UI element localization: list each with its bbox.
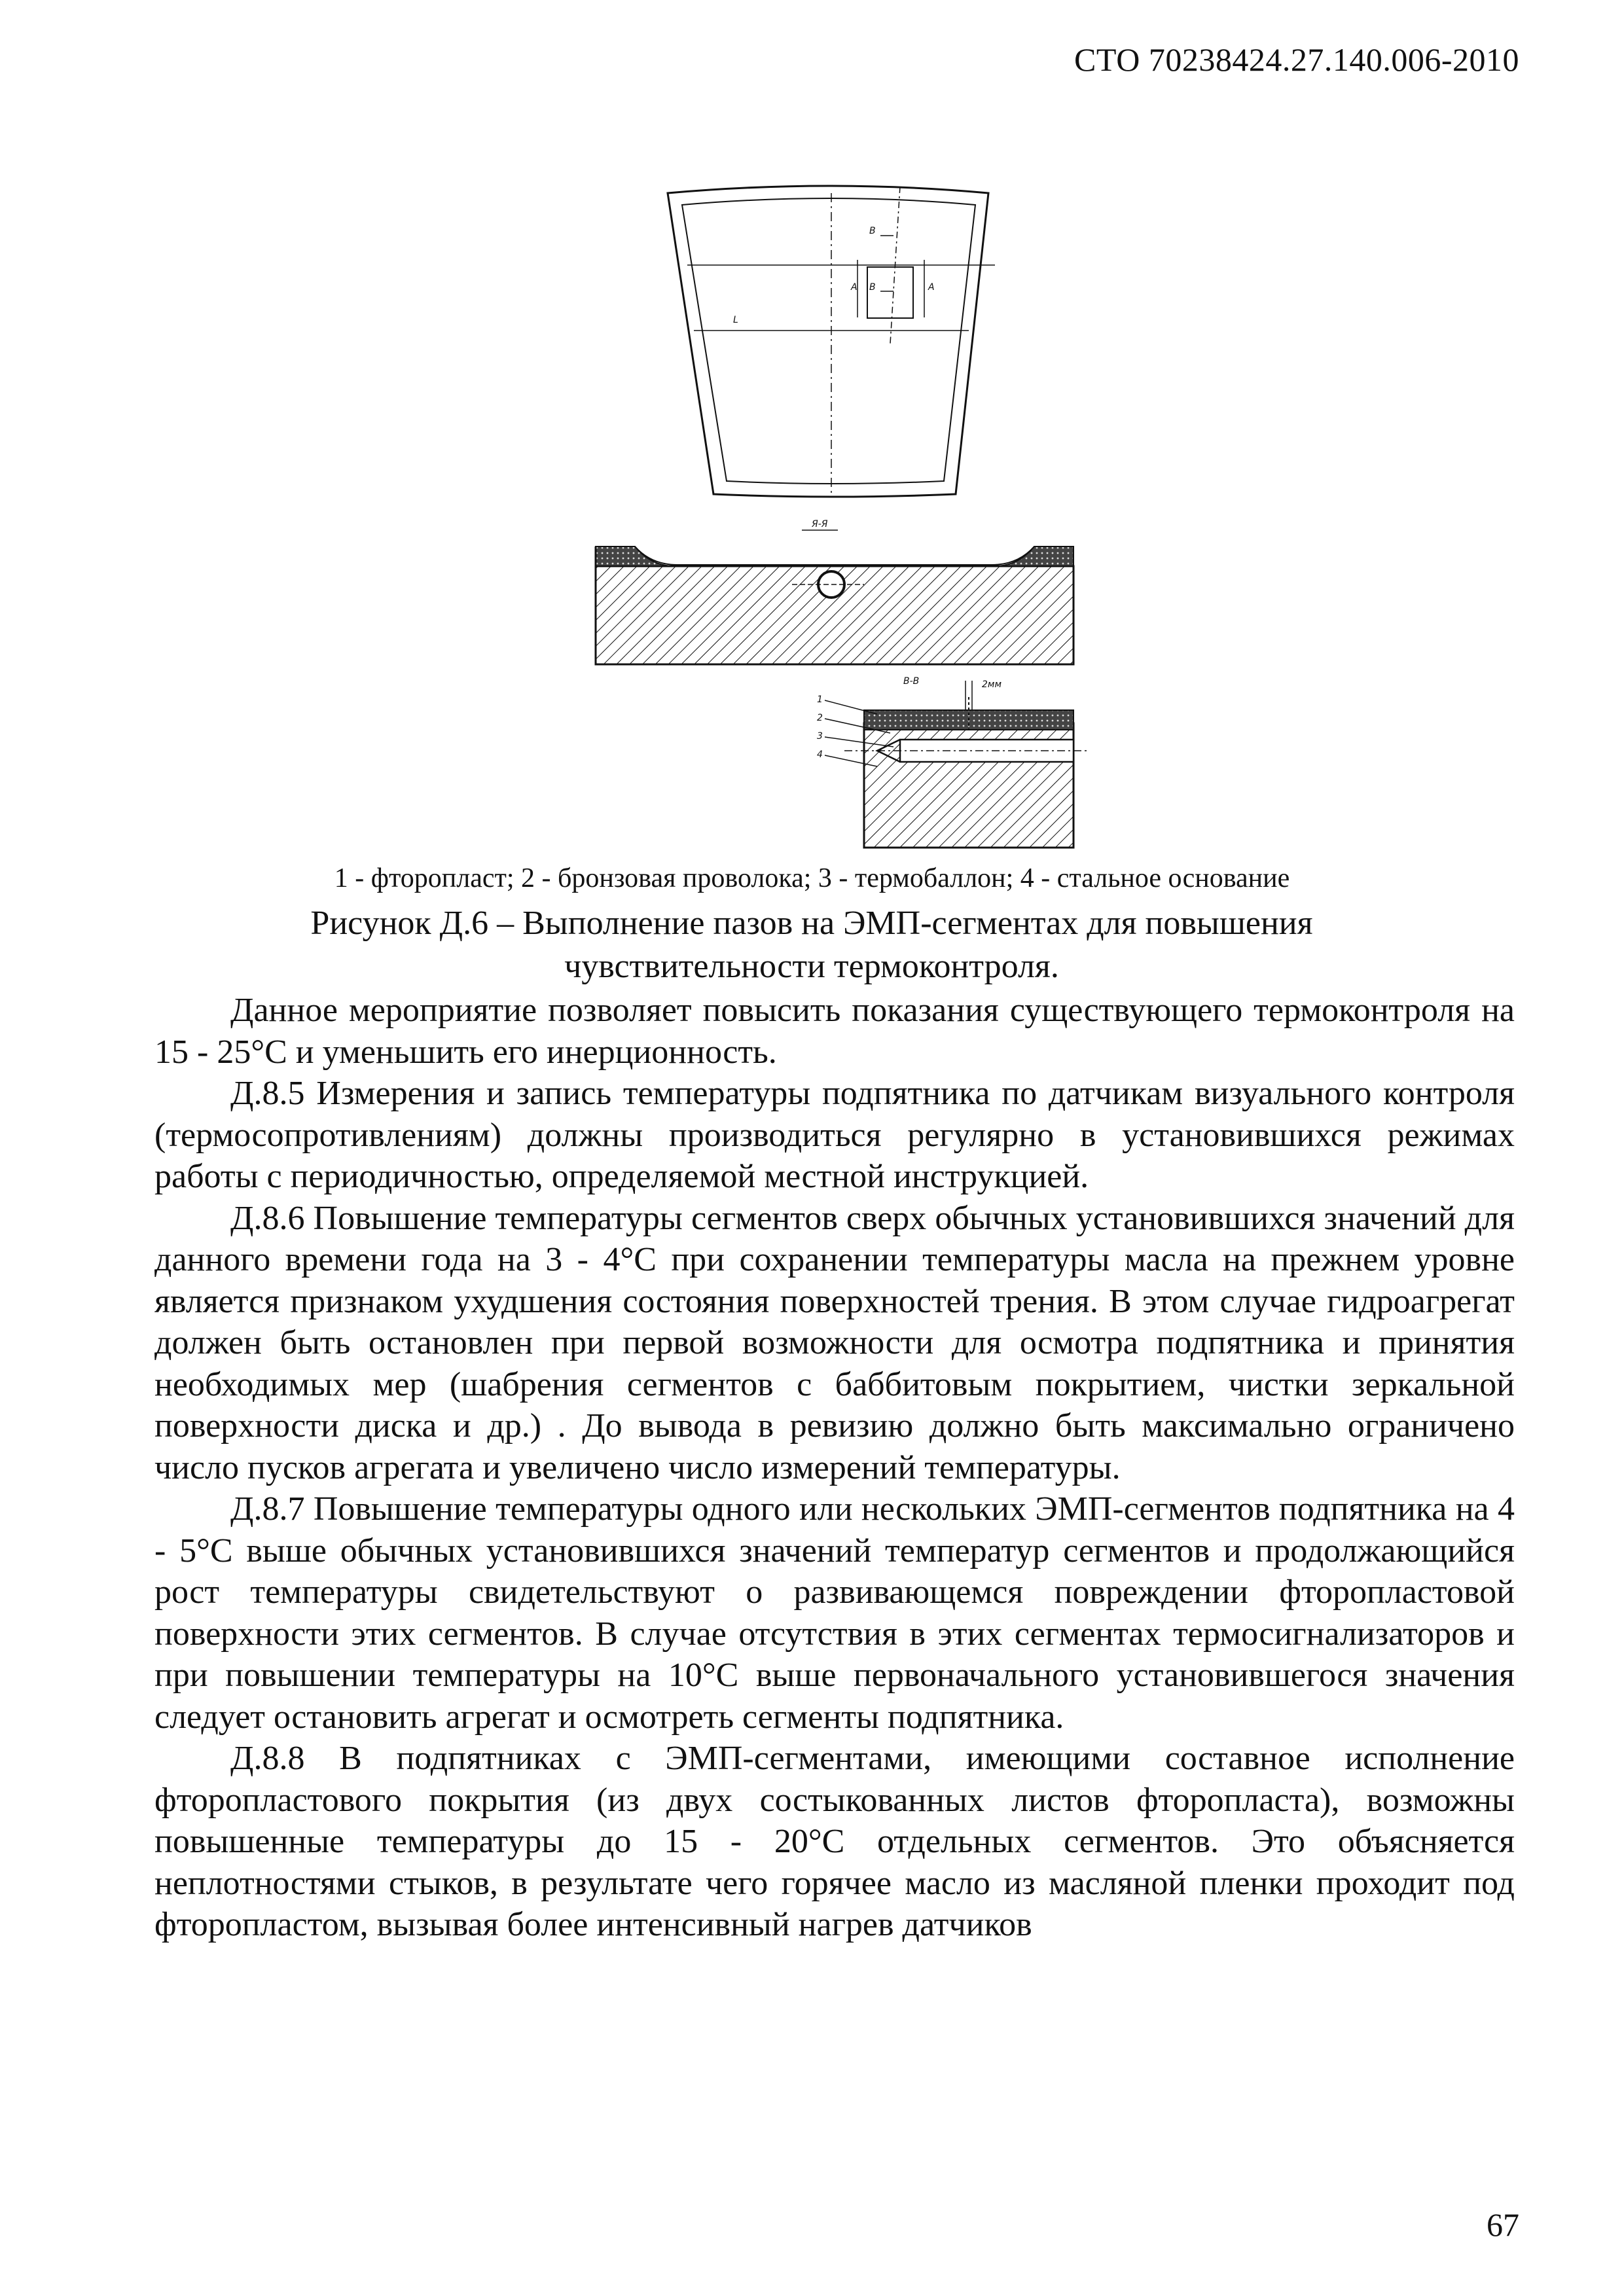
dim-2mm: 2мм <box>982 679 1002 690</box>
segment-plan-view <box>668 186 995 497</box>
paragraph-d87: Д.8.7 Повышение температуры одного или нескольких ЭМП-сегментов подпятника на 4 - 5°С выше обычных установившихся значений температур сегментов и продолжающийся рост температуры свидетельствуют о развивающемся повреждении фторопластовой поверхности этих сегментов. В случае отсутствия в этих сегментах термосигнализаторов и при повышении температуры на 10°С выше первоначального установившегося значения следует остановить агрегат и осмотреть сегменты подпятника. <box>154 1490 1515 1736</box>
figure-legend: 1 - фторопласт; 2 - бронзовая проволока; 3 - термобаллон; 4 - стальное основание <box>334 863 1290 893</box>
page-number: 67 <box>1487 2206 1519 2243</box>
label-a-left: А <box>851 282 857 293</box>
label-a-right: А <box>928 282 935 293</box>
paragraph-d85: Д.8.5 Измерения и запись температуры подпятника по датчикам визуального контроля (термосопротивлениям) должны производиться регулярно в установившихся режимах работы с периодичностью, определяемой местной инструкцией. <box>154 1075 1515 1195</box>
section-bb-view <box>844 697 1087 848</box>
paragraph: Данное мероприятие позволяет повысить показания существующего термоконтроля на 15 - 25°С и уменьшить его инерционность. <box>154 992 1515 1071</box>
section-bb-title: В-В <box>903 676 920 687</box>
paragraph-d88: Д.8.8 В подпятниках с ЭМП-сегментами, имеющими составное исполнение фторопластового покрытия (из двух состыкованных листов фторопласта), возможны повышенные температуры до 15 - 20°С отдельных сегментов. Это объясняется неплотностями стыков, в результате чего горячее масло из масляной пленки проходит под фторопластом, вызывая более интенсивный нагрев датчиков <box>154 1740 1515 1943</box>
figure-caption <box>216 902 1407 988</box>
label-l: L <box>733 315 738 325</box>
technical-drawing <box>537 173 1126 861</box>
body-text <box>154 990 1515 1946</box>
document-code: СТО 70238424.27.140.006-2010 <box>1074 41 1519 78</box>
callout-4: 4 <box>817 749 823 760</box>
section-aa-title: Я-Я <box>812 519 828 529</box>
callout-3: 3 <box>817 731 823 742</box>
caption-line-1: Рисунок Д.6 – Выполнение пазов на ЭМП-сегментах для повышения <box>310 905 1313 942</box>
callout-1: 1 <box>817 694 823 705</box>
label-b-mid: В <box>869 282 876 293</box>
label-b-top: В <box>869 226 876 236</box>
callout-2: 2 <box>817 713 823 723</box>
caption-line-2: чувствительности термоконтроля. <box>564 948 1059 985</box>
section-aa-view <box>596 547 1074 664</box>
paragraph-d86: Д.8.6 Повышение температуры сегментов сверх обычных установившихся значений для данного времени года на 3 - 4°С при сохранении температуры масла на прежнем уровне является признаком ухудшения состояния поверхностей трения. В этом случае гидроагрегат должен быть остановлен при первой возможности для осмотра подпятника и принятия необходимых мер (шабрения сегментов с баббитовым покрытием, чистки зеркальной поверхности диска и др.) . До вывода в ревизию должно быть максимально ограничено число пусков агрегата и увеличено число измерений температуры. <box>154 1199 1515 1486</box>
